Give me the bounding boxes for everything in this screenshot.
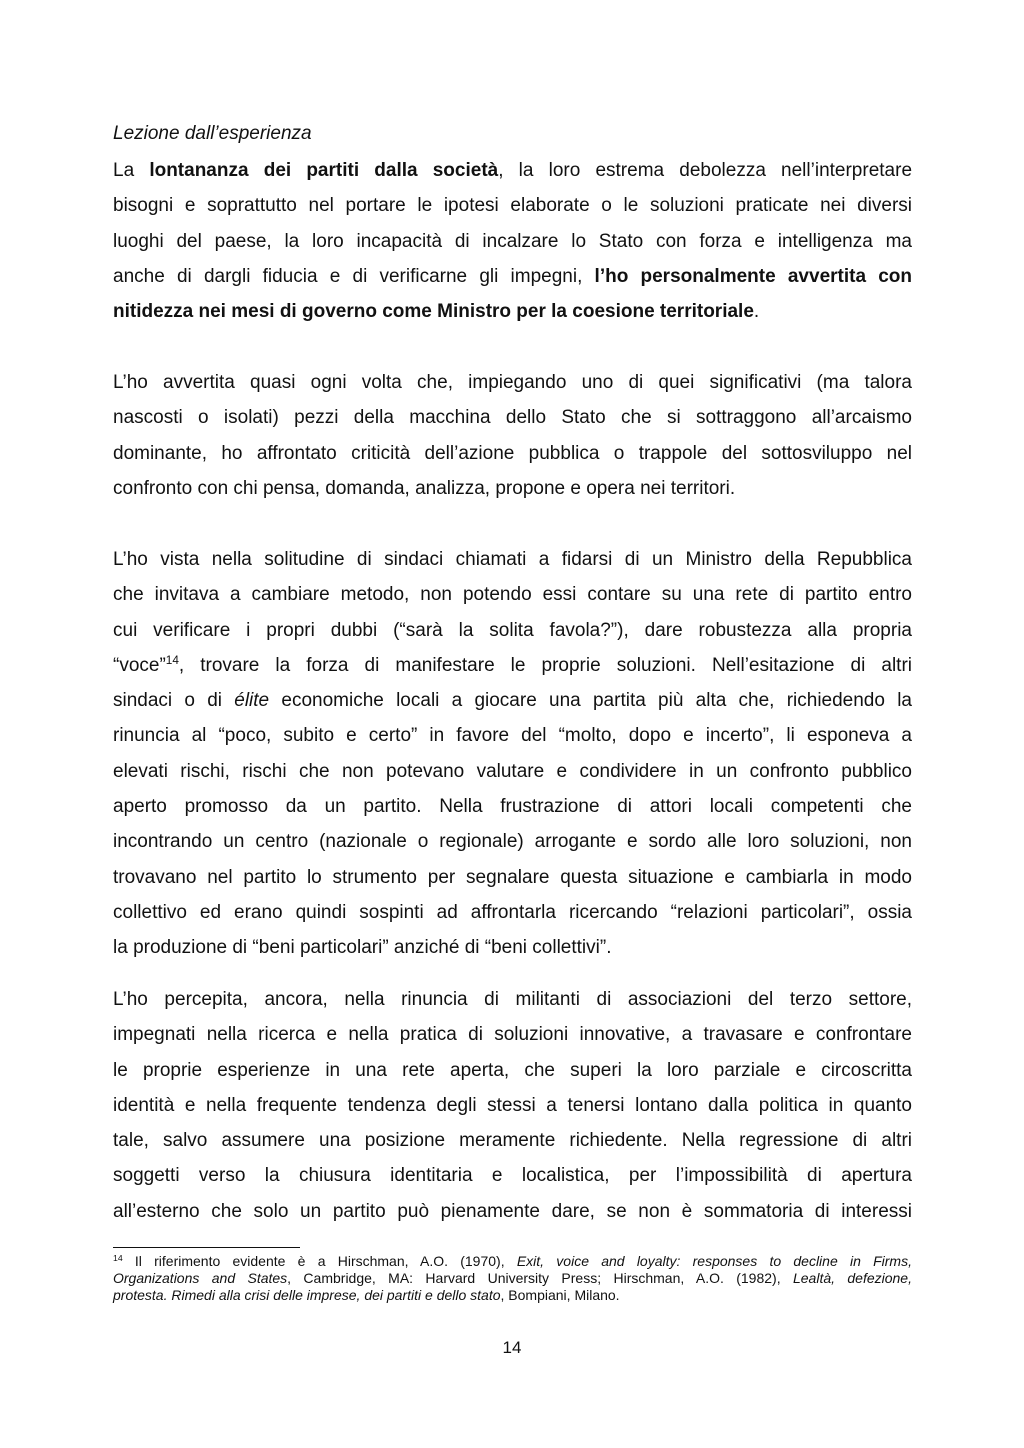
text-segment: nascosti o isolati) pezzi della macchina dello Stato che si sottraggono all’arcaismo [113, 407, 912, 429]
text-segment: , trovare la forza di manifestare le proprie soluzioni. Nell’esitazione di altri [178, 654, 912, 676]
text-line [113, 683, 912, 718]
text-line [113, 1270, 912, 1287]
text-segment: L’ho avvertita quasi ogni volta che, impiegando uno di quei significativi (ma talora [113, 372, 912, 393]
paragraph-3 [113, 542, 912, 966]
text-segment: incontrando un centro (nazionale o regionale) arrogante e sordo alle loro soluzioni, non [113, 831, 912, 853]
text-segment: L’ho vista nella solitudine di sindaci chiamati a fidarsi di un Ministro della Repubblica [113, 549, 912, 570]
text-line [113, 789, 912, 824]
text-line [113, 471, 912, 506]
text-segment: , la loro estrema debolezza nell’interpretare [498, 160, 913, 181]
bold-text: lontananza dei partiti dalla società [149, 160, 499, 181]
text-segment: confronto con chi pensa, domanda, analizza, propone e opera nei territori. [113, 477, 736, 499]
italic-text: élite [234, 690, 270, 712]
italic-text: Lealtà, defezione, [792, 1270, 912, 1286]
text-segment: collettivo ed erano quindi sospinti ad affrontarla ricercando “relazioni particolari”, ossia [113, 901, 912, 923]
text-line [113, 542, 912, 577]
text-line [113, 1088, 912, 1123]
text-segment: rinuncia al “poco, subito e certo” in favore del “molto, dopo e incerto”, li esponeva a [113, 725, 912, 747]
text-line [113, 1017, 912, 1052]
text-segment: trovavano nel partito lo strumento per segnalare questa situazione e cambiarla in modo [113, 866, 912, 888]
section-heading [113, 116, 912, 151]
text-line [113, 153, 912, 188]
text-segment: aperto promosso da un partito. Nella frustrazione di attori locali competenti che [113, 796, 912, 818]
text-line [113, 930, 912, 965]
text-segment: Il riferimento evidente è a Hirschman, A.O. (1970), [122, 1253, 517, 1269]
text-line [113, 577, 912, 612]
text-line [113, 1194, 912, 1229]
page-number: 14 [502, 1338, 522, 1357]
bold-text: l’ho personalmente avvertita con [594, 265, 912, 287]
text-segment: “voce” [113, 654, 166, 676]
text-segment: La [113, 160, 150, 181]
footnote-14 [113, 1253, 912, 1304]
paragraph-2 [113, 365, 912, 506]
text-line [113, 259, 912, 294]
italic-text: protesta. Rimedi alla crisi delle imprese, dei partiti e dello stato [113, 1287, 501, 1303]
text-segment: . [753, 301, 760, 323]
text-segment: le proprie esperienze in una rete aperta, che superi la loro parziale e circoscritta [113, 1059, 912, 1081]
text-segment: identità e nella frequente tendenza degli stessi a tenersi lontano dalla politica in quanto [113, 1094, 912, 1116]
paragraph-4 [113, 982, 912, 1229]
text-line [113, 982, 912, 1017]
text-segment: impegnati nella ricerca e nella pratica di soluzioni innovative, a travasare e confrontare [113, 1024, 912, 1046]
footnote-ref: 14 [165, 653, 179, 667]
text-segment: economiche locali a giocare una partita più alta che, richiedendo la [269, 690, 912, 712]
text-line [113, 824, 912, 859]
text-line [113, 895, 912, 930]
text-segment: bisogni e soprattutto nel portare le ipotesi elaborate o le soluzioni praticate nei diversi [113, 195, 912, 217]
text-segment: , Cambridge, MA: Harvard University Press; Hirschman, A.O. (1982), [287, 1270, 793, 1286]
text-segment: dominante, ho affrontato criticità dell’azione pubblica o trappole del sottosviluppo nel [113, 442, 912, 464]
text-line [113, 436, 912, 471]
text-segment: soggetti verso la chiusura identitaria e localistica, per l’impossibilità di apertura [113, 1165, 912, 1187]
text-line [113, 1253, 912, 1270]
heading-text: Lezione dall’esperienza [113, 123, 312, 144]
text-line [113, 1053, 912, 1088]
text-line [113, 1123, 912, 1158]
italic-text: Exit, voice and loyalty: responses to decline in Firms, [516, 1253, 912, 1269]
text-line [113, 188, 912, 223]
text-line [113, 1158, 912, 1193]
text-line [113, 754, 912, 789]
text-segment: che invitava a cambiare metodo, non potendo essi contare su una rete di partito entro [113, 584, 912, 606]
paragraph-1 [113, 153, 912, 329]
text-line [113, 718, 912, 753]
bold-text: nitidezza nei mesi di governo come Ministro per la coesione territoriale [113, 301, 754, 323]
text-segment: L’ho percepita, ancora, nella rinuncia di militanti di associazioni del terzo settore, [113, 989, 912, 1010]
text-line [113, 1287, 912, 1304]
text-segment: la produzione di “beni particolari” anziché di “beni collettivi”. [113, 937, 612, 959]
footnote-ref: 14 [113, 1252, 123, 1263]
text-line [113, 400, 912, 435]
italic-text: Organizations and States [113, 1270, 288, 1286]
text-segment: luoghi del paese, la loro incapacità di incalzare lo Stato con forza e intelligenza ma [113, 230, 912, 252]
text-line [113, 648, 912, 683]
text-segment: cui verificare i propri dubbi (“sarà la solita favola?”), dare robustezza alla propria [113, 619, 912, 641]
text-line [113, 860, 912, 895]
text-line [113, 613, 912, 648]
text-segment: tale, salvo assumere una posizione meramente richiedente. Nella regressione di altri [113, 1130, 912, 1152]
text-segment: anche di dargli fiducia e di verificarne gli impegni, [113, 265, 595, 287]
footnote-separator [113, 1247, 300, 1248]
text-segment: all’esterno che solo un partito può pienamente dare, se non è sommatoria di interessi [113, 1200, 912, 1222]
text-line [113, 224, 912, 259]
text-segment: elevati rischi, rischi che non potevano valutare e condividere in un confronto pubblico [113, 760, 912, 782]
text-line [113, 294, 912, 329]
text-segment: sindaci o di [113, 690, 235, 712]
text-segment: , Bompiani, Milano. [500, 1287, 620, 1303]
text-line [113, 365, 912, 400]
